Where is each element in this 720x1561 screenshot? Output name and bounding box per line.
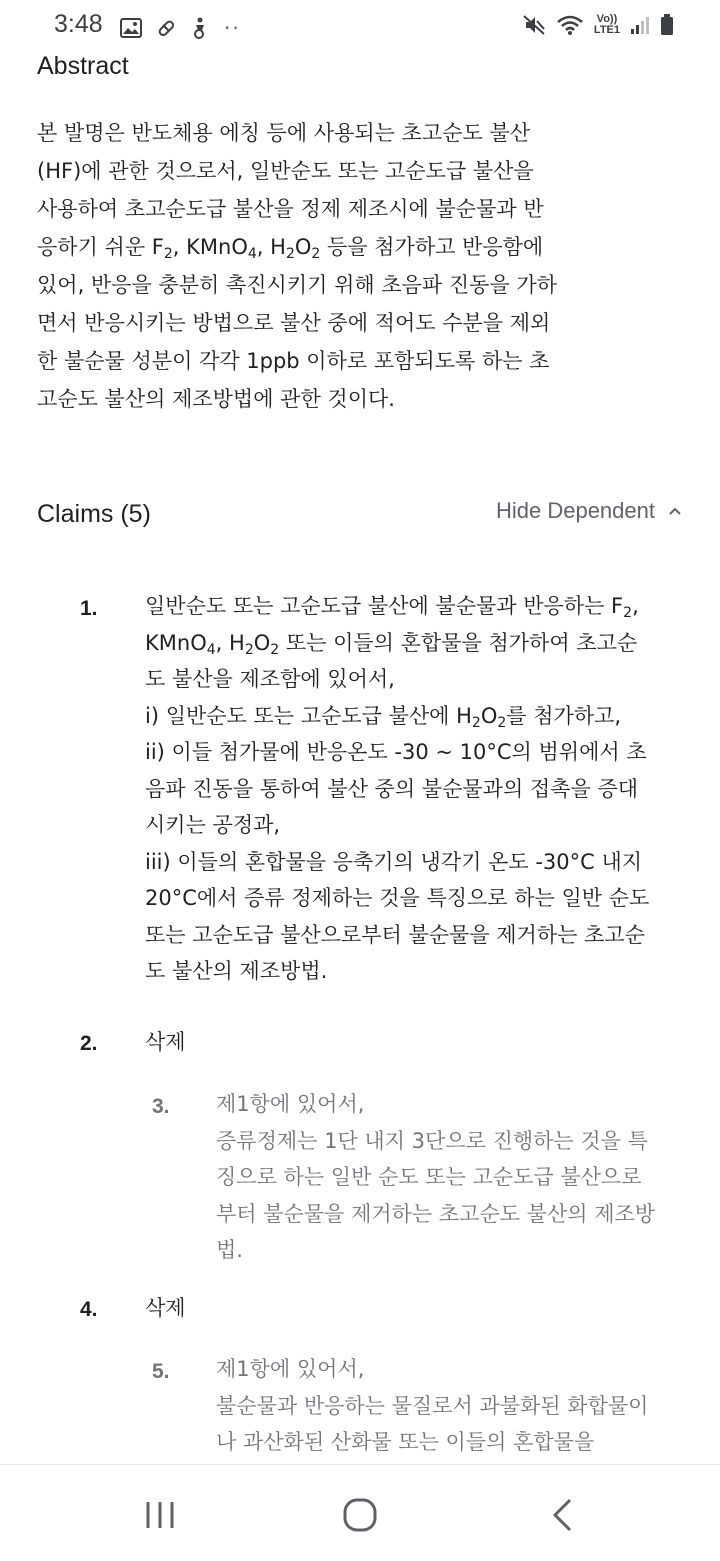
claim-5 (0, 1351, 720, 1464)
home-button[interactable] (330, 1493, 390, 1537)
claim-3 (0, 1086, 720, 1266)
claim-4 (0, 1290, 720, 1330)
claims-title: Claims (5) (37, 500, 151, 528)
claim-number: 5. (152, 1360, 170, 1383)
hide-dependent-toggle[interactable] (496, 498, 683, 524)
abstract-text: 본 발명은 반도체용 에칭 등에 사용되는 초고순도 불산(HF)에 관한 것으로서, 일반순도 또는 고순도급 불산을 사용하여 초고순도급 불산을 정제 제조시에 불순물과 반응하기 쉬운 $F_2$, KMnO$_4$, $H_2O_2$ 등을 첨가하고 반응함에 있어, 반응을 충분히 촉진시키기 위해 초음파 진동을 가하면서 반응시키는 방법으로 불산 중에 적어도 수분을 제외한 불순물 성분이 각각 1ppb 이하로 포함되도록 하는 초고순도 불산의 제조방법에 관한 것이다. (37, 121, 557, 411)
back-button[interactable] (532, 1493, 592, 1537)
more-notifications-icon: ·· (224, 16, 241, 40)
lte-label: LTE1 (593, 24, 620, 36)
back-icon (550, 1497, 574, 1533)
home-icon (342, 1497, 378, 1533)
claim-text: 삭제 (145, 1296, 186, 1320)
claims-header (37, 498, 683, 538)
volte-label: Vo)) (596, 13, 618, 25)
claim-2 (0, 1024, 720, 1064)
recent-apps-icon (144, 1499, 176, 1531)
abstract-heading: Abstract (37, 52, 129, 80)
recent-apps-button[interactable] (130, 1493, 190, 1537)
claim-number: 4. (80, 1298, 98, 1321)
claim-text: 제1항에 있어서, 증류정제는 1단 내지 3단으로 진행하는 것을 특징으로 하는 일반 순도 또는 고순도급 불산으로부터 불순물을 제거하는 초고순도 불산의 제조방법. (216, 1092, 656, 1262)
claim-text: 일반순도 또는 고순도급 불산에 불순물과 반응하는 $F_2$, KMnO$_4$, $H_2O_2$ 또는 이들의 혼합물을 첨가하여 초고순도 불산을 제조함에 있어서, i) 일반순도 또는 고순도급 불산에 $H_2O_2$를 첨가하고, ii) 이들 첨가물에 반응온도 -30 ~ 10°C의 범위에서 초음파 진동을 통하여 불산 중의 불순물과의 접촉을 증대시키는 공정과, iii) 이들의 혼합물을 응축기의 냉각기 온도 -30°C 내지 20°C에서 증류 정제하는 것을 특징으로 하는 일반 순도 또는 고순도급 불산으로부터 불순물을 제거하는 초고순도 불산의 제조방법. (145, 594, 650, 983)
chevron-up-icon (667, 503, 683, 519)
hide-dependent-label: Hide Dependent (495, 498, 655, 523)
claim-text: 제1항에 있어서, 불순물과 반응하는 물질로서 과불화된 화합물이나 과산화된 산화물 또는 이들의 혼합물을 (216, 1357, 649, 1454)
status-time: 3:48 (54, 10, 103, 38)
claim-1 (0, 588, 720, 1008)
claim-number: 2. (80, 1032, 98, 1055)
claim-text: 삭제 (145, 1030, 186, 1054)
claim-number: 3. (152, 1095, 170, 1118)
navigation-bar (0, 1464, 720, 1561)
claim-number: 1. (80, 597, 98, 620)
